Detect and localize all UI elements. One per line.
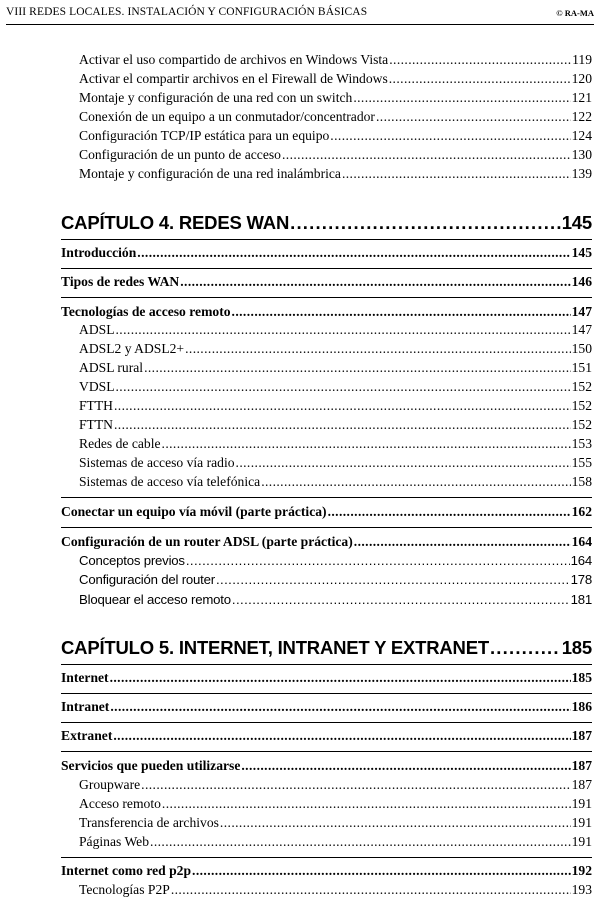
leader-dots [150,834,571,850]
toc-entry [79,553,592,571]
entry-page: 120 [571,71,592,86]
entry-label: ADSL2 y ADSL2+ [79,341,185,356]
section-page: 192 [571,863,592,878]
toc-entry [79,360,592,378]
section-page: 146 [571,274,592,289]
leader-dots [241,758,570,774]
toc-entry [79,166,592,184]
entry-page: 124 [571,128,592,143]
entry-page: 164 [570,553,592,568]
toc-entry [79,52,592,70]
toc-entry [79,71,592,89]
divider [61,664,592,665]
leader-dots [282,147,571,163]
section-label: Introducción [61,245,137,260]
running-head-title: VIII REDES LOCALES. INSTALACIÓN Y CONFIGURACIÓN BÁSICAS [6,6,368,18]
section-page: 187 [571,758,592,773]
section-page: 186 [571,699,592,714]
leader-dots [192,863,571,879]
entry-page: 178 [570,572,592,587]
leader-dots [113,728,570,744]
leader-dots [141,777,570,793]
toc-section [61,863,592,881]
chapter-title: CAPÍTULO 5. INTERNET, INTRANET Y EXTRANET [61,637,489,658]
divider [61,527,592,528]
leader-dots [216,572,570,587]
toc-entry [79,379,592,397]
toc-entry [79,341,592,359]
toc-section [61,534,592,552]
leader-dots [116,379,571,395]
entry-page: 152 [571,379,592,394]
section-page: 162 [571,504,592,519]
entry-page: 119 [572,52,592,67]
chapter-heading [61,212,592,238]
toc-entry [79,882,592,900]
entry-page: 153 [571,436,592,451]
toc-entry [79,815,592,833]
entry-label: Tecnologías P2P [79,882,170,897]
toc-entry [79,147,592,165]
entry-label: Activar el compartir archivos en el Firewall de Windows [79,71,388,86]
leader-dots [114,417,571,433]
leader-dots [376,109,571,125]
toc-entry [79,834,592,852]
leader-dots [389,71,571,87]
entry-page: 191 [571,815,592,830]
entry-page: 150 [571,341,592,356]
toc-entry [79,417,592,435]
entry-page: 151 [571,360,592,375]
entry-label: Configuración TCP/IP estática para un equipo [79,128,330,143]
entry-label: Configuración del router [79,572,215,587]
entry-label: Redes de cable [79,436,161,451]
leader-dots [180,274,570,290]
leader-dots [328,504,571,520]
toc-section [61,245,592,263]
toc-entry [79,474,592,492]
divider [61,497,592,498]
divider [61,722,592,723]
entry-page: 181 [570,592,592,607]
entry-label: FTTH [79,398,113,413]
entry-page: 152 [571,417,592,432]
entry-page: 155 [571,455,592,470]
entry-label: Bloquear el acceso remoto [79,592,231,607]
toc-entry [79,592,592,610]
section-page: 147 [571,304,592,319]
section-label: Configuración de un router ADSL (parte práctica) [61,534,353,549]
toc-entry [79,322,592,340]
entry-page: 191 [571,834,592,849]
entry-label: Groupware [79,777,141,792]
section-label: Tipos de redes WAN [61,274,180,289]
entry-label: Conceptos previos [79,553,185,568]
entry-label: ADSL [79,322,115,337]
toc-entry [79,455,592,473]
chapter-title: CAPÍTULO 4. REDES WAN [61,212,290,233]
entry-label: Sistemas de acceso vía telefónica [79,474,261,489]
leader-dots [290,212,561,234]
section-label: Servicios que pueden utilizarse [61,758,241,773]
entry-page: 187 [571,777,592,792]
section-page: 145 [571,245,592,260]
leader-dots [171,882,571,898]
entry-page: 130 [571,147,592,162]
entry-label: ADSL rural [79,360,144,375]
chapter-page: 145 [561,212,592,233]
leader-dots [114,398,571,414]
chapter-page: 185 [561,637,592,658]
leader-dots [261,474,570,490]
entry-label: Conexión de un equipo a un conmutador/concentrador [79,109,375,124]
leader-dots [490,637,561,659]
section-label: Tecnologías de acceso remoto [61,304,231,319]
leader-dots [185,341,571,357]
entry-page: 139 [571,166,592,181]
section-label: Conectar un equipo vía móvil (parte práctica) [61,504,327,519]
entry-page: 122 [571,109,592,124]
toc-entry [79,109,592,127]
section-label: Intranet [61,699,110,714]
entry-label: Montaje y configuración de una red inalámbrica [79,166,341,181]
entry-label: Activar el uso compartido de archivos en Windows Vista [79,52,389,67]
leader-dots [116,322,571,338]
leader-dots [232,304,571,320]
leader-dots [330,128,570,144]
toc-section [61,304,592,322]
leader-dots [220,815,571,831]
leader-dots [232,592,570,607]
section-page: 185 [571,670,592,685]
leader-dots [186,553,570,568]
leader-dots [354,534,571,550]
entry-label: Montaje y configuración de una red con un switch [79,90,353,105]
entry-page: 158 [571,474,592,489]
section-label: Extranet [61,728,113,743]
entry-page: 121 [571,90,592,105]
section-label: Internet [61,670,109,685]
leader-dots [342,166,571,182]
leader-dots [162,796,571,812]
leader-dots [110,699,570,715]
section-page: 187 [571,728,592,743]
divider [61,857,592,858]
entry-label: Sistemas de acceso vía radio [79,455,235,470]
divider [61,693,592,694]
entry-label: FTTN [79,417,113,432]
divider [61,751,592,752]
toc-section [61,699,592,717]
entry-page: 193 [571,882,592,897]
entry-page: 147 [571,322,592,337]
divider [61,268,592,269]
divider [61,297,592,298]
section-label: Internet como red p2p [61,863,192,878]
toc-entry [79,796,592,814]
leader-dots [389,52,571,68]
entry-label: Páginas Web [79,834,150,849]
toc-section [61,274,592,292]
toc-entry [79,398,592,416]
running-head [6,2,594,25]
toc-entry [79,777,592,795]
toc-section [61,728,592,746]
leader-dots [236,455,571,471]
leader-dots [110,670,571,686]
section-page: 164 [571,534,592,549]
toc-entry [79,572,592,590]
chapter-heading [61,637,592,663]
publisher-mark: © RA-MA [556,8,594,18]
toc-section [61,758,592,776]
toc-entry [79,436,592,454]
divider [61,239,592,240]
leader-dots [144,360,571,376]
leader-dots [353,90,570,106]
entry-label: VDSL [79,379,115,394]
toc-section [61,670,592,688]
toc-entry [79,128,592,146]
toc-section [61,504,592,522]
entry-label: Configuración de un punto de acceso [79,147,281,162]
leader-dots [137,245,570,261]
toc-entry [79,90,592,108]
entry-label: Transferencia de archivos [79,815,219,830]
entry-page: 152 [571,398,592,413]
entry-page: 191 [571,796,592,811]
entry-label: Acceso remoto [79,796,161,811]
leader-dots [162,436,571,452]
